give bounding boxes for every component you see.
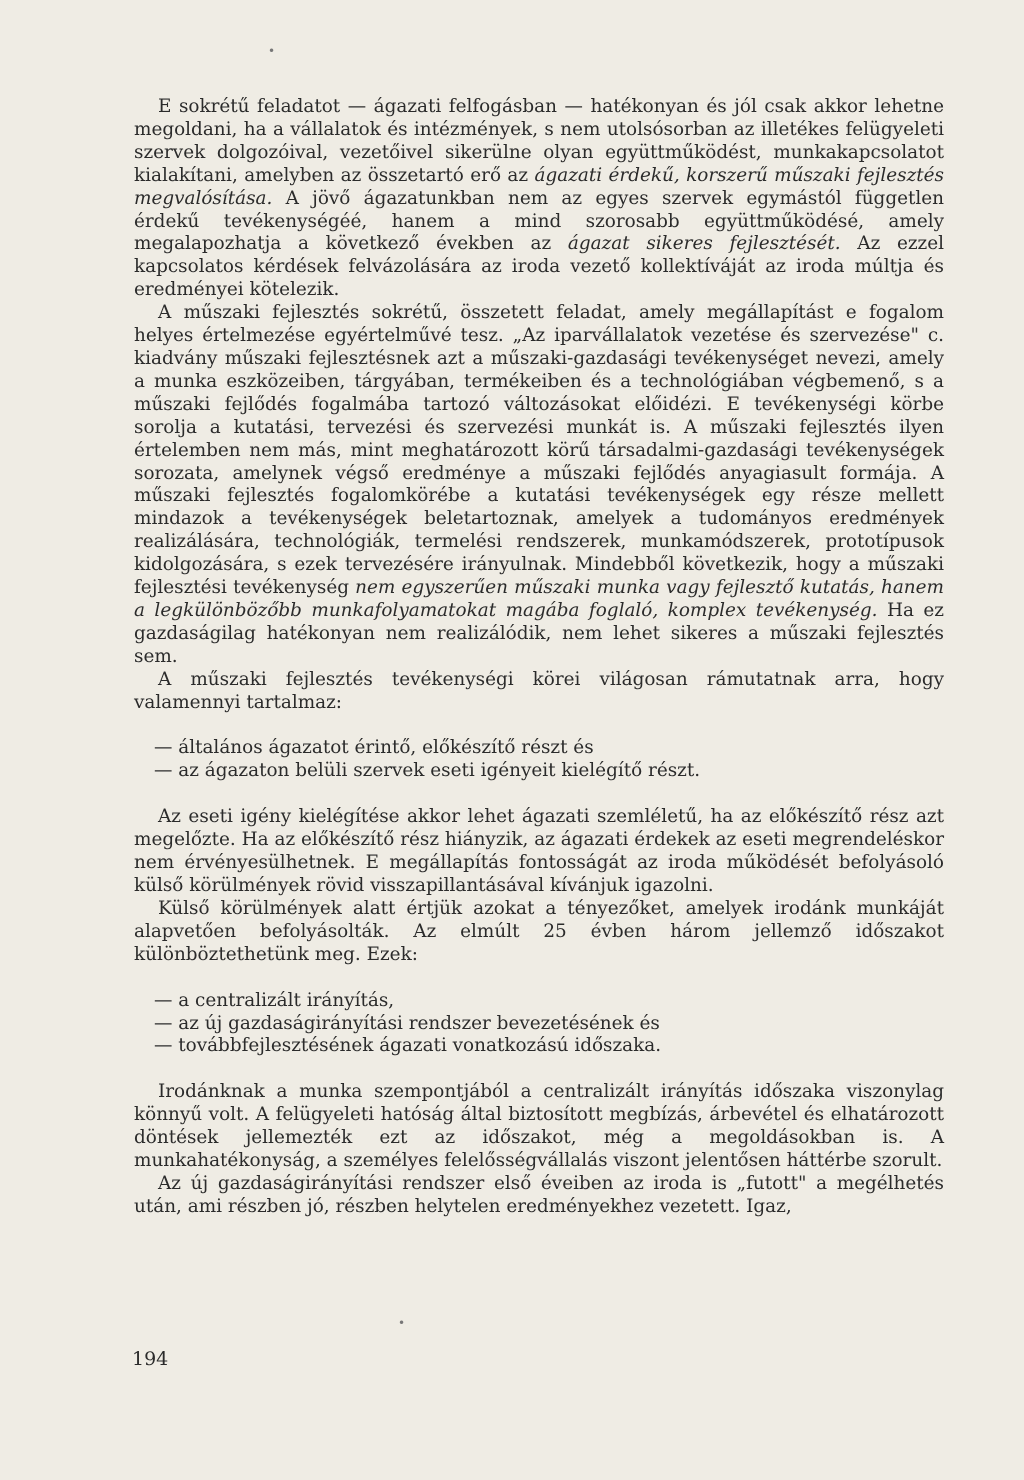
text-run: A jövő ágazatunkban nem az egyes szervek egymástól független érdekű tevékenységéé, hanem a mind szorosabb együttműködésé, amely megalapozhatja a következő években az [134,187,944,255]
page-number: 194 [132,1348,169,1370]
text-run: Az ezzel kapcsolatos kérdések felvázolására az iroda vezető kollektíváját az iroda múltja és eredményei kötelezik. [134,233,944,301]
paragraph: Külső körülmények alatt értjük azokat a tényezőket, amelyek irodánk munkáját alapvetően befolyásolták. Az elmúlt 25 évben három jellemző időszakot különböztethetünk meg. Ezek: [134,897,944,965]
text-run: A műszaki fejlesztés tevékenységi körei világosan rámutatnak arra, hogy valamennyi tartalmaz: [134,668,944,713]
list-parts [134,737,944,783]
list-item: — továbbfejlesztésének ágazati vonatkozású időszaka. [154,1035,662,1057]
text-run: E sokrétű feladatot — ágazati felfogásban — hatékonyan és jól csak akkor lehetne megoldani, ha a vállalatok és intézmények, s nem utolsósorban az illetékes felügyeleti szervek dolgozóival, vezetőivel sikerülne olyan együttműködést, munkakapcsolatot kialakítani, amelyben az összetartó erő az [134,96,944,186]
emphasis-text: ágazat sikeres fejlesztését. [567,233,841,255]
emphasis-text: ágazati érdekű, korszerű műszaki fejlesztés megvalósítása. [134,164,944,209]
list-item: — a centralizált irányítás, [154,989,395,1011]
paragraph: Irodánknak a munka szempontjából a centralizált irányítás időszaka viszonylag könnyű volt. A felügyeleti hatóság által biztosított megbízás, árbevétel és elhatározott döntések jellemezték ezt az időszakot, még a megoldásokban is. A munkahatékonyság, a személyes felelősségvállalás viszont jelentősen háttérbe szorult. [134,1081,944,1172]
list-item: — az ágazaton belüli szervek eseti igényeit kielégítő részt. [154,760,701,782]
text-run: A műszaki fejlesztés sokrétű, összetett feladat, amely megállapítást e fogalom helyes értelmezése egyértelművé tesz. „Az iparvállalatok vezetése és szervezése" c. kiadvány műszaki fejlesztésnek azt a műszaki-gazdasági tevékenységet nevezi, amely a munka eszközeiben, tárgyában, termékeiben és a technológiában végbemenő, s a műszaki fejlődés fogalmába tartozó változásokat előidézi. E tevékenységi körbe sorolja a kutatási, tervezési és szervezési munkát is. A műszaki fejlesztés ilyen értelemben nem más, mint meghatározott körű társadalmi-gazdasági tevékenységek sorozata, amelynek végső eredménye a műszaki fejlődés anyagiasult formája. A műszaki fejlesztés fogalomkörébe a kutatási tevékenységek egy része mellett mindazok a tevékenységek beletartoznak, amelyek a tudományos eredmények realizálására, technológiák, termelési rendszerek, munkamódszerek, prototípusok kidolgozására, s ezek tervezésére irányulnak. Mindebből következik, hogy a műszaki fejlesztési tevékenység [134,302,944,599]
speck-mark: • [268,44,276,58]
paragraph [134,669,944,715]
paragraph [134,96,944,302]
emphasis-text: nem egyszerűen műszaki munka vagy fejlesztő kutatás, hanem a legkülönbözőbb munkafolyamatokat magába foglaló, komplex tevékenység. [134,577,944,621]
paragraph: Az új gazdaságirányítási rendszer első éveiben az iroda is „futott" a megélhetés után, ami részben jó, részben helytelen eredményekhez vezetett. Igaz, [134,1172,944,1217]
text-run: Ha ez gazdaságilag hatékonyan nem realizálódik, nem lehet sikeres a műszaki fejlesztés sem. [134,599,944,667]
list-periods [134,990,944,1059]
list-item: — általános ágazatot érintő, előkészítő részt és [154,737,594,759]
speck-mark: • [398,1316,406,1330]
paragraph: Az eseti igény kielégítése akkor lehet ágazati szemléletű, ha az előkészítő rész azt megelőzte. Ha az előkészítő rész hiányzik, az ágazati érdekek az eseti megrendeléskor nem érvényesülhetnek. E megállapítás fontosságát az iroda működését befolyásoló külső körülmények rövid visszapillantásával kívánjuk igazolni. [134,806,944,896]
paragraphs-block-1 [134,96,944,714]
page-body [134,96,944,1219]
paragraph [134,302,944,669]
list-item: — az új gazdaságirányítási rendszer bevezetésének és [154,1012,660,1034]
